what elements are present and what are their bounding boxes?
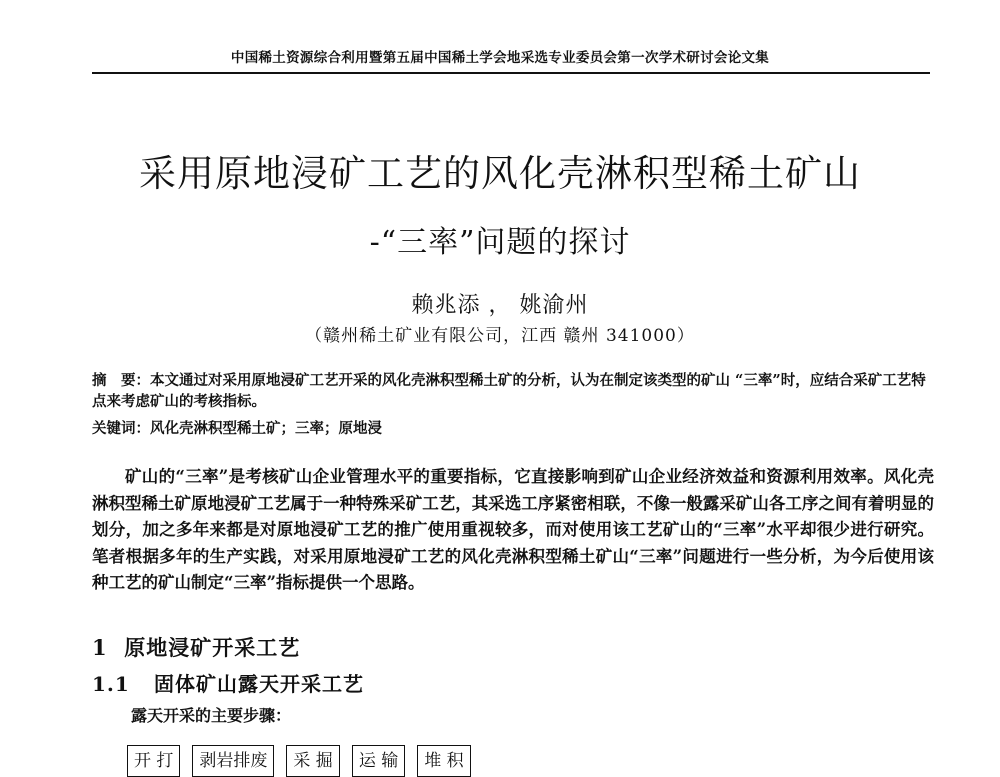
keywords-label: 关键词： (92, 420, 150, 437)
step-box: 开 打 (127, 745, 180, 777)
header-rule (92, 72, 930, 74)
affiliation: （赣州稀土矿业有限公司，江西 赣州 341000） (305, 326, 695, 346)
steps-intro: 露天开采的主要步骤： (131, 706, 292, 725)
authors: 赖兆添 ， 姚渝州 (411, 293, 589, 318)
step-box: 采 掘 (286, 745, 339, 777)
section-title: 原地浸矿开采工艺 (124, 635, 301, 660)
step-box: 堆 积 (417, 745, 470, 777)
abstract (92, 370, 932, 412)
subsection-title: 固体矿山露天开采工艺 (154, 672, 364, 696)
steps-flow (127, 745, 471, 775)
section-number: 1 (92, 635, 108, 660)
keywords (92, 418, 932, 439)
abstract-text: 本文通过对采用原地浸矿工艺开采的风化壳淋积型稀土矿的分析，认为在制定该类型的矿山 “三率”时，应结合采矿工艺特点来考虑矿山的考核指标。 (92, 372, 926, 410)
subsection-number: 1.1 (92, 672, 130, 696)
body-paragraph: 矿山的“三率”是考核矿山企业管理水平的重要指标，它直接影响到矿山企业经济效益和资源利用效率。风化壳淋积型稀土矿原地浸矿工艺属于一种特殊采矿工艺，其采选工序紧密相联，不像一般露采矿山各工序之间有着明显的划分，加之多年来都是对原地浸矿工艺的推广使用重视较多，而对使用该工艺矿山的“三率”水平却很少进行研究。笔者根据多年的生产实践，对采用原地浸矿工艺的风化壳淋积型稀土矿山“三率”问题进行一些分析，为今后使用该种工艺的矿山制定“三率”指标提供一个思路。 (92, 467, 934, 592)
paper-title: 采用原地浸矿工艺的风化壳淋积型稀土矿山 (139, 152, 861, 195)
step-box: 运 输 (352, 745, 405, 777)
section-heading-1 (92, 632, 300, 662)
keywords-text: 风化壳淋积型稀土矿；三率；原地浸 (150, 420, 382, 437)
step-box: 剥岩排废 (192, 745, 274, 777)
paper-subtitle: -“三率”问题的探讨 (369, 225, 631, 260)
section-heading-1-1 (92, 668, 364, 697)
running-header: 中国稀土资源综合利用暨第五届中国稀土学会地采选专业委员会第一次学术研讨会论文集 (230, 50, 770, 66)
abstract-label: 摘 要： (92, 372, 150, 389)
